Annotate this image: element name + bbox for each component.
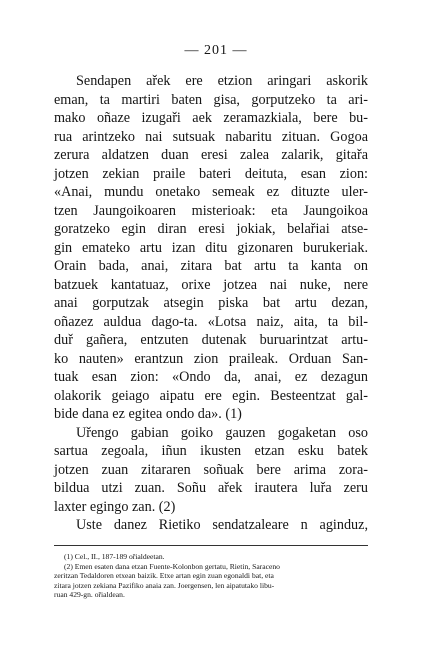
text-line: bide dana ez egitea ondo da». (1) — [54, 406, 242, 422]
text-line: batzuek kantatuaz, orixe jotzea nai nuke, nere — [54, 276, 368, 293]
text-line: eman, ta martiri baten gisa, gorputzeko ta ari- — [54, 91, 368, 108]
page-number: — 201 — — [184, 43, 248, 58]
text-line: jotzen zuan zitararen soñuak bere arima zora- — [54, 461, 368, 478]
body-text — [54, 72, 368, 535]
text-line: duř gañera, entzuten dutenak buruarintzat artu- — [54, 332, 368, 348]
text-line: gin emateko artu izan ditu gizonaren burukeriak. — [54, 239, 368, 256]
text-line: oñazez auldua dago-ta. «Lotsa naiz, aita, ta bil- — [54, 313, 368, 330]
text-line: bildua utzi zuan. Soñu ařek irautera luřa zeru — [54, 480, 368, 496]
footnotes — [54, 545, 368, 600]
text-line: olakorik geiago aipatu ere egin. Besteentzat gal- — [54, 387, 368, 404]
text-line: sartua zegoala, iñun ikusten etzan esku batek — [54, 443, 368, 459]
text-line: Uste danez Rietiko sendatzaleare n aginduz, — [76, 517, 368, 533]
footnote-line: (1) Cel., II., 187-189 ořialdeetan. — [64, 552, 165, 561]
text-line: Sendapen ařek ere etzion aringari askorik — [76, 73, 368, 89]
footnote-line: (2) Emen esaten dana etzan Fuente-Kolonbon gertatu, Rietin, Saraceno — [64, 561, 280, 571]
text-line: zerura aldatzen duan eresi zalea zalarik, gitařa — [54, 147, 368, 163]
text-line: tuak esan zion: «Ondo da, anai, ez dezagun — [54, 369, 368, 385]
text-line: anai gorputzak atsegin piska bat artu dezan, — [54, 295, 368, 311]
text-line: tzen Jaungoikoaren misterioak: eta Jaungoikoa — [54, 202, 368, 219]
footnote-line: zitara jotzen zekiana Pazifiko anaia zan. Joergensen, len aipatutako libu- — [54, 580, 275, 590]
text-line: goratzeko egin diran eresi jokiak, belařiai atse- — [54, 221, 368, 237]
footnote-line: ruan 429-gn. ořialdean. — [54, 590, 125, 600]
footnote-line: zeritzan Tedaldoren etxean baizik. Etxe artan egin zuan egonaldi bat, eta — [54, 571, 274, 581]
text-line: laxter egingo zan. (2) — [54, 498, 176, 515]
text-line: Orain bada, anai, zitara bat artu ta kanta on — [54, 258, 368, 274]
text-line: «Anai, mundu onetako semeak ez dituzte uler- — [54, 184, 368, 200]
text-line: ko nauten» erantzun zion praileak. Orduan San- — [54, 350, 368, 367]
text-line: jotzen zekian praile bateri deituta, esan zion: — [54, 165, 368, 182]
text-line: rua arintzeko nai sutsuak nabaritu zituan. Gogoa — [54, 128, 368, 145]
text-line: Uřengo gabian goiko gauzen gogaketan oso — [76, 424, 368, 441]
text-line: mako oñaze izugaři aek zeramazkiala, bere bu- — [54, 110, 368, 126]
